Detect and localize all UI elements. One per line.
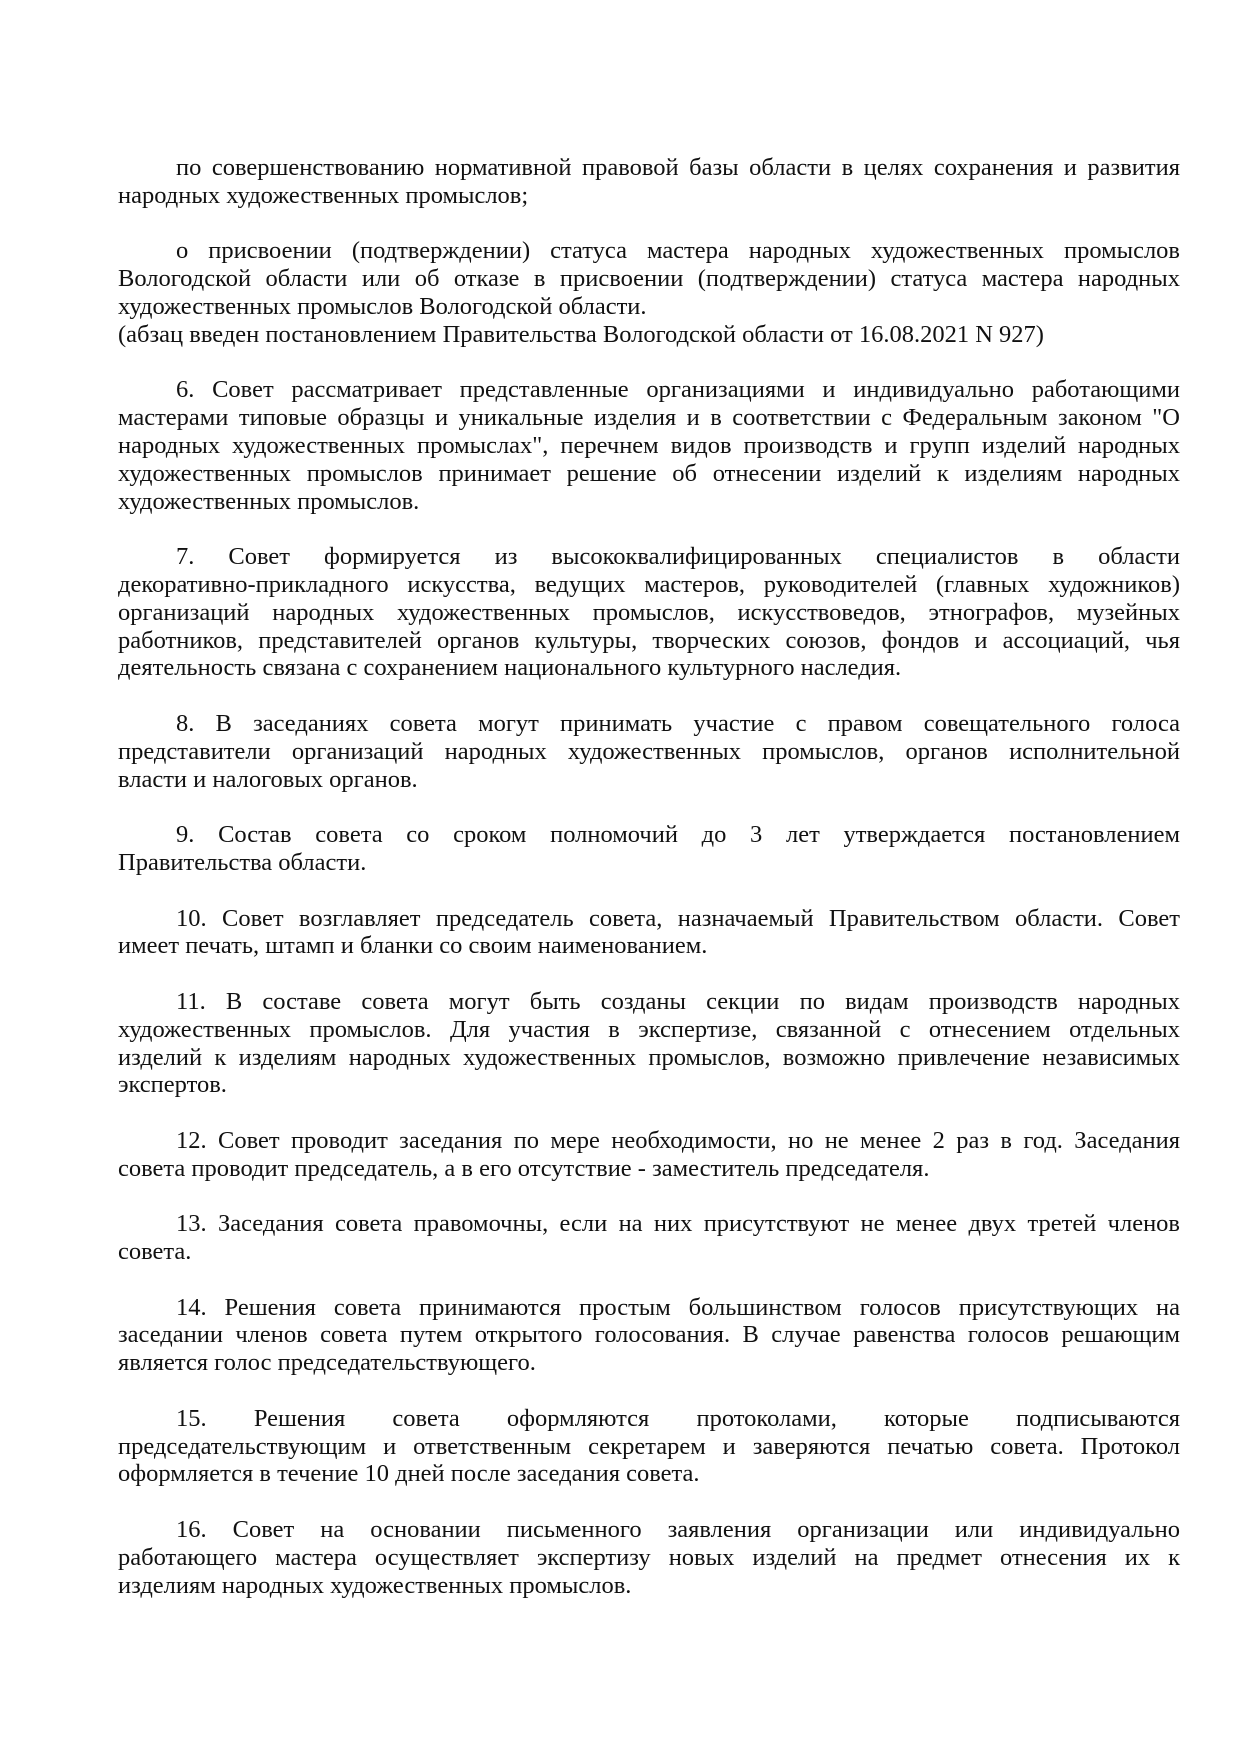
text-line: художественных промыслов. Для участия в экспертизе, связанной с отнесением отдельных [118,1015,1180,1043]
paragraph [118,237,1180,320]
text-line: оформляется в течение 10 дней после заседания совета. [118,1460,700,1488]
paragraph [118,905,1180,961]
paragraph [118,1516,1180,1599]
amendment-note [118,321,1180,349]
text-line: совета. [118,1238,192,1266]
text-line: является голос председательствующего. [118,1349,536,1377]
paragraph [118,154,1180,210]
text-line: председательствующим и ответственным секретарем и заверяются печатью совета. Протокол [118,1432,1180,1460]
text-line: 11. В составе совета могут быть созданы секции по видам производств народных [176,987,1180,1015]
text-line: заседании членов совета путем открытого голосования. В случае равенства голосов решающим [118,1321,1180,1349]
text-line: Правительства области. [118,848,367,876]
text-line: организаций народных художественных промыслов, искусствоведов, этнографов, музейных [118,598,1180,626]
text-line: художественных промыслов. [118,487,420,515]
text-line: Вологодской области или об отказе в присвоении (подтверждении) статуса мастера народных [118,265,1180,293]
paragraph [118,988,1180,1099]
paragraph [118,821,1180,877]
paragraph [118,1405,1180,1488]
text-line: по совершенствованию нормативной правовой базы области в целях сохранения и развития [176,154,1180,181]
text-line: 16. Совет на основании письменного заявления организации или индивидуально [176,1516,1180,1544]
text-line: мастерами типовые образцы и уникальные изделия и в соответствии с Федеральным законом "О [118,404,1180,432]
text-line: о присвоении (подтверждении) статуса мастера народных художественных промыслов [176,237,1180,265]
text-line: народных художественных промыслах", перечнем видов производств и групп изделий народных [118,431,1180,459]
text-line: декоративно-прикладного искусства, ведущих мастеров, руководителей (главных художников) [118,570,1180,598]
paragraph [118,1210,1180,1266]
text-line: (абзац введен постановлением Правительства Вологодской области от 16.08.2021 N 927) [118,320,1044,348]
paragraph [118,1294,1180,1377]
text-line: экспертов. [118,1071,227,1099]
text-line: деятельность связана с сохранением национального культурного наследия. [118,654,902,682]
document-page [118,154,1180,1599]
text-line: работников, представителей органов культуры, творческих союзов, фондов и ассоциаций, чья [118,626,1180,654]
text-line: художественных промыслов Вологодской области. [118,292,647,320]
paragraph [118,1127,1180,1183]
text-line: 8. В заседаниях совета могут принимать участие с правом совещательного голоса [176,709,1180,737]
text-line: 15. Решения совета оформляются протоколами, которые подписываются [176,1404,1180,1432]
text-line: 7. Совет формируется из высококвалифицированных специалистов в области [176,543,1180,571]
paragraph [118,710,1180,793]
text-line: совета проводит председатель, а в его отсутствие - заместитель председателя. [118,1154,930,1182]
text-line: 12. Совет проводит заседания по мере необходимости, но не менее 2 раз в год. Заседания [176,1126,1180,1154]
text-line: 9. Состав совета со сроком полномочий до 3 лет утверждается постановлением [176,821,1180,849]
text-line: народных художественных промыслов; [118,181,529,209]
text-line: изделиям народных художественных промыслов. [118,1571,632,1599]
text-line: работающего мастера осуществляет экспертизу новых изделий на предмет отнесения их к [118,1543,1180,1571]
text-line: 6. Совет рассматривает представленные организациями и индивидуально работающими [176,376,1180,404]
text-line: 14. Решения совета принимаются простым большинством голосов присутствующих на [176,1293,1180,1321]
text-line: власти и налоговых органов. [118,765,418,793]
text-line: художественных промыслов принимает решение об отнесении изделий к изделиям народных [118,459,1180,487]
text-line: представители организаций народных художественных промыслов, органов исполнительной [118,737,1180,765]
text-line: изделий к изделиям народных художественных промыслов, возможно привлечение независимых [118,1043,1180,1071]
paragraph [118,543,1180,682]
paragraph [118,376,1180,515]
text-line: имеет печать, штамп и бланки со своим наименованием. [118,932,708,960]
text-line: 10. Совет возглавляет председатель совета, назначаемый Правительством области. Совет [176,904,1180,932]
text-line: 13. Заседания совета правомочны, если на них присутствуют не менее двух третей членов [176,1210,1180,1238]
